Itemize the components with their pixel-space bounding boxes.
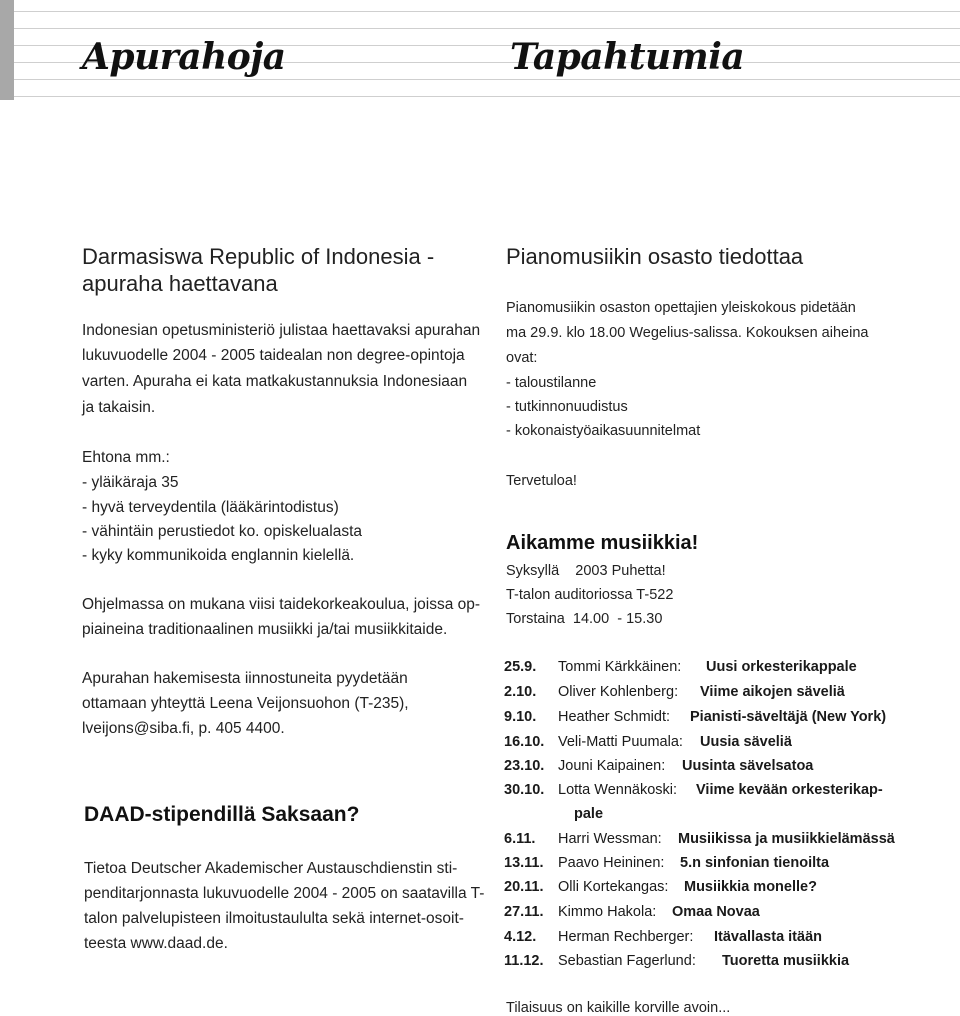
daad-line: penditarjonnasta lukuvuodelle 2004 - 2005 on saatavilla T- bbox=[84, 885, 485, 902]
piano-line: ma 29.9. klo 18.00 Wegelius-salissa. Kokouksen aiheina bbox=[506, 325, 869, 341]
daad-line: teesta www.daad.de. bbox=[84, 935, 228, 952]
intro-line: Indonesian opetusministeriö julistaa haettavaksi apurahan bbox=[82, 322, 481, 339]
schedule-work: Pianisti-säveltäjä (New York) bbox=[690, 709, 887, 725]
schedule-work: Uusinta sävelsatoa bbox=[682, 758, 814, 774]
series-info: Syksyllä 2003 Puhetta! bbox=[506, 563, 666, 579]
piano-line: - tutkinnonuudistus bbox=[506, 399, 628, 415]
schedule-composer: Lotta Wennäkoski: bbox=[558, 782, 678, 798]
schedule-composer: Oliver Kohlenberg: bbox=[558, 684, 679, 700]
schedule-composer: Veli-Matti Puumala: bbox=[558, 734, 683, 750]
schedule-work: Viime aikojen säveliä bbox=[700, 684, 845, 700]
footer-note: Tilaisuus on kaikille korville avoin... bbox=[506, 1000, 731, 1016]
condition-line: - yläikäraja 35 bbox=[82, 474, 179, 491]
intro-line: lukuvuodelle 2004 - 2005 taidealan non degree-opintoja bbox=[82, 347, 465, 364]
schedule-composer: Heather Schmidt: bbox=[558, 709, 671, 725]
schedule-work: Musiikissa ja musiikkielämässä bbox=[678, 831, 895, 847]
schedule-composer: Herman Rechberger: bbox=[558, 929, 694, 945]
schedule-work: 5.n sinfonian tienoilta bbox=[680, 855, 830, 871]
piano-title: Pianomusiikin osasto tiedottaa bbox=[506, 244, 804, 269]
piano-line: - kokonaistyöaikasuunnitelmat bbox=[506, 423, 701, 439]
daad-title: DAAD-stipendillä Saksaan? bbox=[84, 803, 360, 826]
series-info: Torstaina 14.00 - 15.30 bbox=[506, 611, 663, 627]
schedule-composer: Sebastian Fagerlund: bbox=[558, 953, 696, 969]
piano-line: - taloustilanne bbox=[506, 375, 597, 391]
schedule-work: Uusi orkesterikappale bbox=[706, 659, 857, 675]
piano-line: ovat: bbox=[506, 350, 538, 366]
schedule-date: 27.11. bbox=[504, 904, 544, 920]
schedule-date: 20.11. bbox=[504, 879, 544, 895]
schedule-work: Viime kevään orkesterikap- bbox=[696, 782, 883, 798]
schedule-date: 16.10. bbox=[504, 734, 545, 750]
daad-line: Tietoa Deutscher Akademischer Austauschdienstin sti- bbox=[84, 860, 458, 877]
schedule-composer: Jouni Kaipainen: bbox=[558, 758, 666, 774]
condition-line: - hyvä terveydentila (lääkärintodistus) bbox=[82, 499, 339, 516]
schedule-composer: Olli Kortekangas: bbox=[558, 879, 669, 895]
daad-line: talon palvelupisteen ilmoitustaululta sekä internet-osoit- bbox=[84, 910, 464, 927]
condition-line: - kyky kommunikoida englannin kielellä. bbox=[82, 547, 355, 564]
schedule-date: 25.9. bbox=[504, 659, 537, 675]
decorative-side-bar bbox=[0, 0, 14, 100]
article-title-line: Darmasiswa Republic of Indonesia - bbox=[82, 244, 435, 269]
right-page-heading: Tapahtumia bbox=[510, 36, 745, 78]
schedule-date: 23.10. bbox=[504, 758, 545, 774]
condition-line: - vähintäin perustiedot ko. opiskelualasta bbox=[82, 523, 363, 540]
schedule-date: 4.12. bbox=[504, 929, 537, 945]
program-line: Ohjelmassa on mukana viisi taidekorkeakoulua, joissa op- bbox=[82, 596, 481, 613]
schedule-date: 11.12. bbox=[504, 953, 544, 969]
schedule-composer: Harri Wessman: bbox=[558, 831, 662, 847]
schedule-work: Uusia säveliä bbox=[700, 734, 792, 750]
schedule-date: 6.11. bbox=[504, 831, 536, 847]
schedule-date: 30.10. bbox=[504, 782, 545, 798]
schedule-date: 13.11. bbox=[504, 855, 544, 871]
contact-line: ottamaan yhteyttä Leena Veijonsuohon (T-235), bbox=[82, 695, 409, 712]
schedule-composer: Tommi Kärkkäinen: bbox=[558, 659, 682, 675]
intro-line: varten. Apuraha ei kata matkakustannuksia Indonesiaan bbox=[82, 373, 468, 390]
schedule-date: 9.10. bbox=[504, 709, 537, 725]
schedule-work-continued: pale bbox=[574, 806, 604, 822]
schedule-work: Omaa Novaa bbox=[672, 904, 760, 920]
piano-line: Pianomusiikin osaston opettajien yleiskokous pidetään bbox=[506, 300, 856, 316]
schedule-composer: Kimmo Hakola: bbox=[558, 904, 657, 920]
intro-line: ja takaisin. bbox=[82, 399, 156, 416]
contact-line: Apurahan hakemisesta iinnostuneita pyydetään bbox=[82, 670, 408, 687]
schedule-work: Tuoretta musiikkia bbox=[722, 953, 850, 969]
welcome-text: Tervetuloa! bbox=[506, 473, 577, 489]
schedule-work: Itävallasta itään bbox=[714, 929, 822, 945]
left-page-heading: Apurahoja bbox=[82, 36, 286, 78]
program-line: piaineina traditionaalinen musiikki ja/tai musiikkitaide. bbox=[82, 621, 448, 638]
schedule-work: Musiikkia monelle? bbox=[684, 879, 817, 895]
contact-line: lveijons@siba.fi, p. 405 4400. bbox=[82, 720, 285, 737]
series-info: T-talon auditoriossa T-522 bbox=[506, 587, 674, 603]
schedule-composer: Paavo Heininen: bbox=[558, 855, 665, 871]
condition-line: Ehtona mm.: bbox=[82, 449, 170, 466]
series-title: Aikamme musiikkia! bbox=[506, 532, 699, 554]
schedule-date: 2.10. bbox=[504, 684, 537, 700]
article-title-line: apuraha haettavana bbox=[82, 271, 278, 296]
